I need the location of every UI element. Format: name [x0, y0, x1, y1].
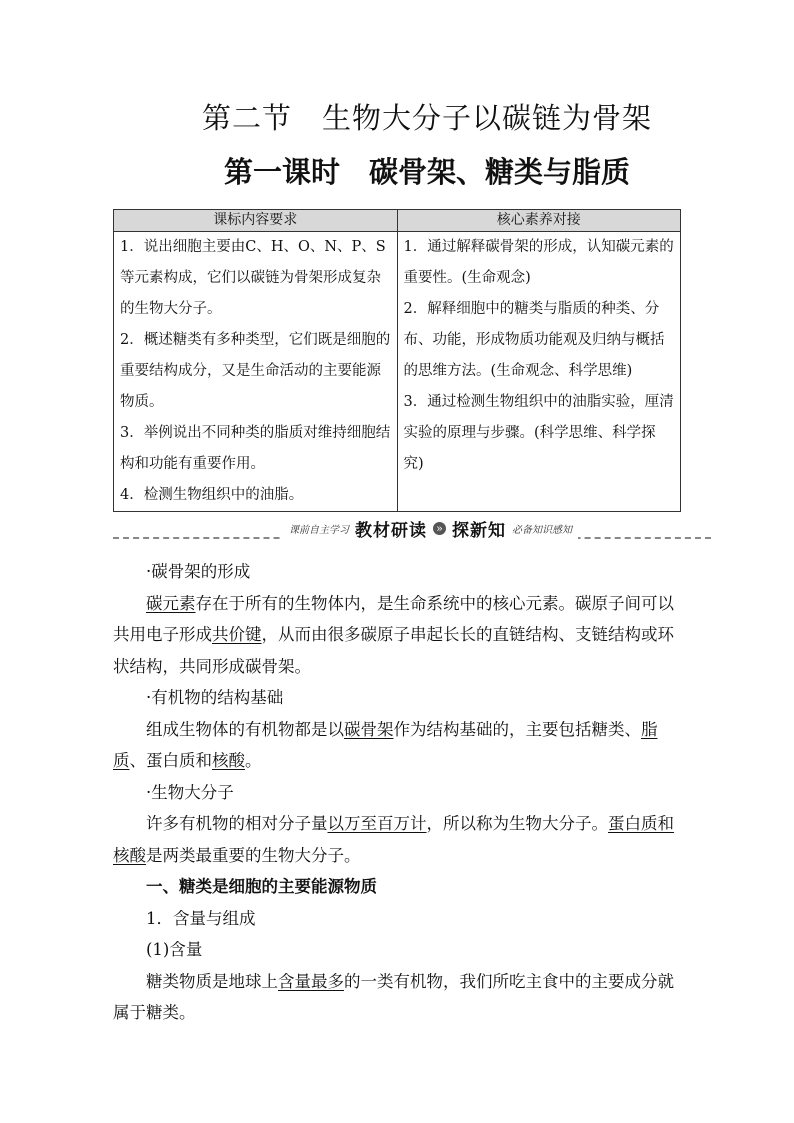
text-run: 组成生物体的有机物都是以 [146, 719, 344, 739]
paragraph [113, 714, 681, 777]
req-item: 1．说出细胞主要由C、H、O、N、P、S等元素构成，它们以碳链为骨架形成复杂的生物大分子。 [120, 239, 386, 317]
text-run: ，从而由很多碳原子串起长长的直链结构、支链结构或环状结构，共同形成碳骨架。 [113, 625, 674, 676]
text-run: 作为结构基础的，主要包括糖类、 [393, 719, 641, 739]
text-run: 。 [245, 751, 262, 770]
banner-main: 教材研读 [355, 520, 427, 541]
text-run: 存在于所有的生物体内，是生命系统中的核心元素。碳原子间可以共用电子形成 [113, 593, 674, 644]
section-banner [113, 517, 711, 543]
literacy-item: 3．通过检测生物组织中的油脂实验，厘清实验的原理与步骤。(科学思维、科学探究) [403, 394, 674, 472]
section-title: 第二节 生物大分子以碳链为骨架 [201, 101, 652, 135]
text-run: 糖类物质是地球上 [146, 971, 278, 991]
heading-3: (1)含量 [146, 940, 203, 959]
key-term: 核酸 [212, 751, 245, 770]
key-term: 共价键 [212, 625, 262, 644]
paragraph [113, 966, 681, 1029]
paragraph [113, 588, 681, 683]
banner-right-caption: 必备知识感知 [512, 524, 572, 536]
text-run: 、蛋白质和 [129, 751, 212, 770]
subheading: ·碳骨架的形成 [146, 562, 251, 581]
req-item: 2．概述糖类有多种类型，它们既是细胞的重要结构成分，又是生命活动的主要能源物质。 [120, 332, 391, 410]
text-run: ，所以称为生物大分子。 [426, 814, 608, 833]
banner-main-2: 探新知 [452, 520, 506, 541]
subheading: ·有机物的结构基础 [146, 688, 284, 707]
literacy-item: 1．通过解释碳骨架的形成，认知碳元素的重要性。(生命观念) [403, 239, 674, 286]
req-item: 3．举例说出不同种类的脂质对维持细胞结构和功能有重要作用。 [120, 425, 391, 472]
core-literacy [397, 232, 681, 512]
key-term: 蛋白质和核酸 [113, 814, 674, 865]
curriculum-requirements [114, 232, 398, 512]
key-term: 碳元素 [146, 593, 196, 613]
req-item: 4．检测生物组织中的油脂。 [120, 487, 304, 503]
lesson-title: 第一课时 碳骨架、糖类与脂质 [223, 155, 630, 189]
key-term: 碳骨架 [344, 719, 394, 739]
key-term: 脂质 [113, 719, 658, 770]
requirements-table [113, 209, 681, 512]
paragraph [113, 808, 681, 871]
literacy-item: 2．解释细胞中的糖类与脂质的种类、分布、功能，形成物质功能观及归纳与概括的思维方法。(生命观念、科学思维) [403, 301, 665, 379]
table-header-left: 课标内容要求 [114, 210, 398, 232]
subheading: ·生物大分子 [146, 782, 234, 802]
text-run: 许多有机物的相对分子量 [146, 814, 328, 833]
heading-2: 1．含量与组成 [146, 908, 256, 928]
body-text [113, 556, 681, 1029]
key-term: 以万至百万计 [327, 814, 427, 833]
key-term: 含量最多 [278, 971, 344, 991]
heading-1: 一、糖类是细胞的主要能源物质 [146, 877, 377, 896]
text-run: 是两类最重要的生物大分子。 [146, 845, 361, 865]
double-arrow-icon: » [433, 522, 446, 535]
table-header-right: 核心素养对接 [397, 210, 681, 232]
banner-left-caption: 课前自主学习 [289, 524, 349, 536]
text-run: 的一类有机物，我们所吃主食中的主要成分就属于糖类。 [113, 971, 674, 1022]
